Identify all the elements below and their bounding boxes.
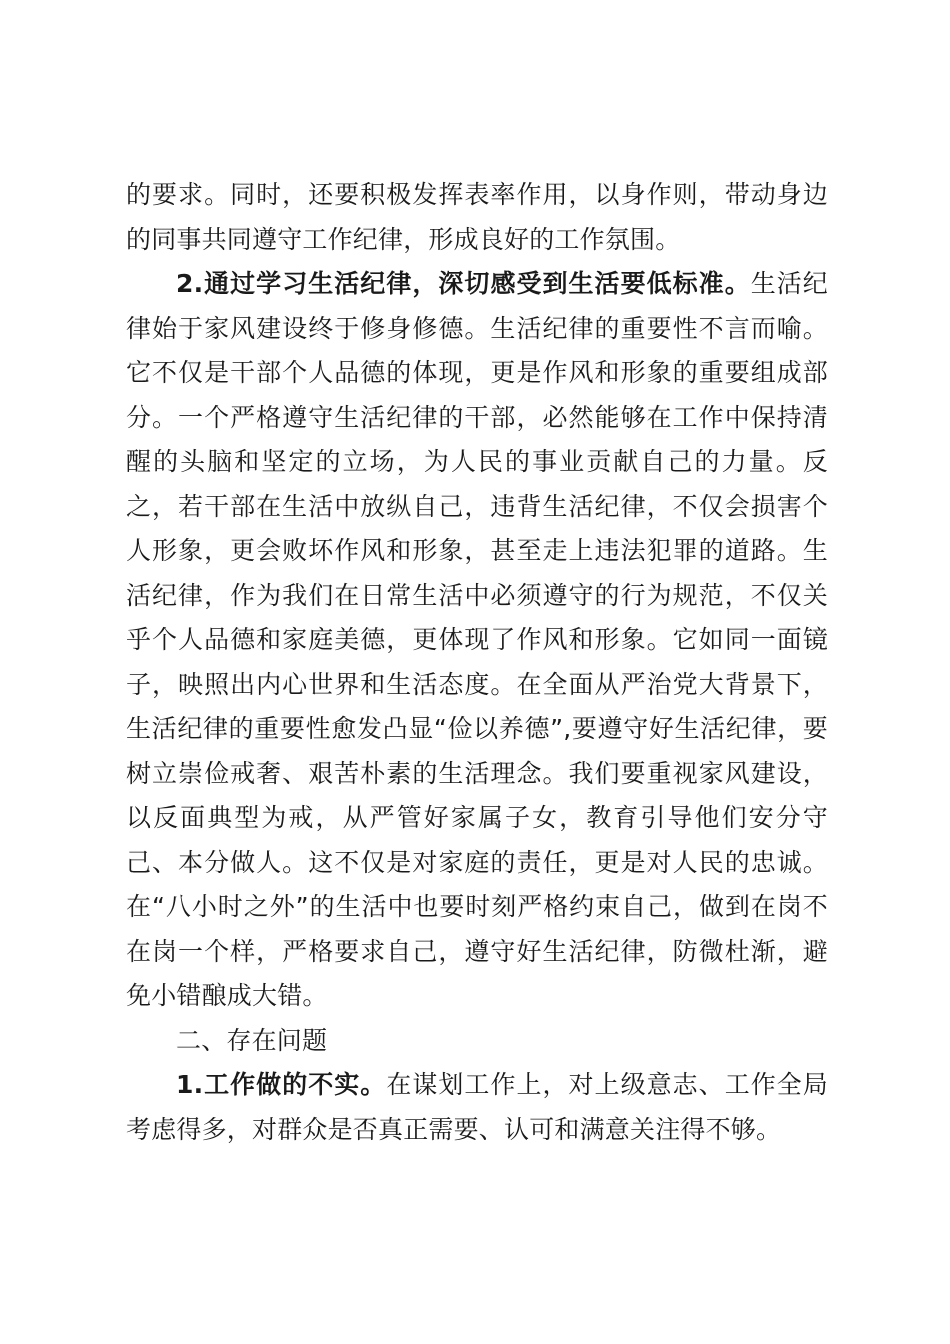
paragraph-text: 生活纪律始于家风建设终于修身修德。生活纪律的重要性不言而喻。它不仅是干部个人品德的体现，更是作风和形象的重要组成部分。一个严格遵守生活纪律的干部，必然能够在工作中保持清醒的头脑和坚定的立场，为人民的事业贡献自己的力量。反之，若干部在生活中放纵自己，违背生活纪律，不仅会损害个人形象，更会败坏作风和形象，甚至走上违法犯罪的道路。生活纪律，作为我们在日常生活中必须遵守的行为规范，不仅关乎个人品德和家庭美德，更体现了作风和形象。它如同一面镜子，映照出内心世界和生活态度。在全面从严治党大背景下，生活纪律的重要性愈发凸显“俭以养德”,要遵守好生活纪律，要树立崇俭戒奢、艰苦朴素的生活理念。我们要重视家风建设，以反面典型为戒，从严管好家属子女，教育引导他们安分守己、本分做人。这不仅是对家庭的责任，更是对人民的忠诚。在“八小时之外”的生活中也要时刻严格约束自己，做到在岗不在岗一个样，严格要求自己，遵守好生活纪律，防微杜渐，避免小错酿成大错。 [126,269,828,1010]
paragraph-text: 的要求。同时，还要积极发挥表率作用，以身作则，带动身边的同事共同遵守工作纪律，形成良好的工作氛围。 [126,180,828,254]
paragraph-continuation [126,173,828,262]
document-page [126,173,828,1152]
section-heading [126,1019,828,1064]
paragraph-lead: 2.通过学习生活纪律，深切感受到生活要低标准。 [176,269,751,298]
paragraph-lead: 1.工作做的不实。 [176,1070,387,1099]
paragraph-life-discipline [126,262,828,1019]
section-heading-text: 二、存在问题 [176,1025,328,1055]
paragraph-text: 在谋划工作上，对上级意志、工作全局考虑得多，对群众是否真正需要、认可和满意关注得不够。 [126,1070,828,1144]
paragraph-work-issue [126,1063,828,1152]
